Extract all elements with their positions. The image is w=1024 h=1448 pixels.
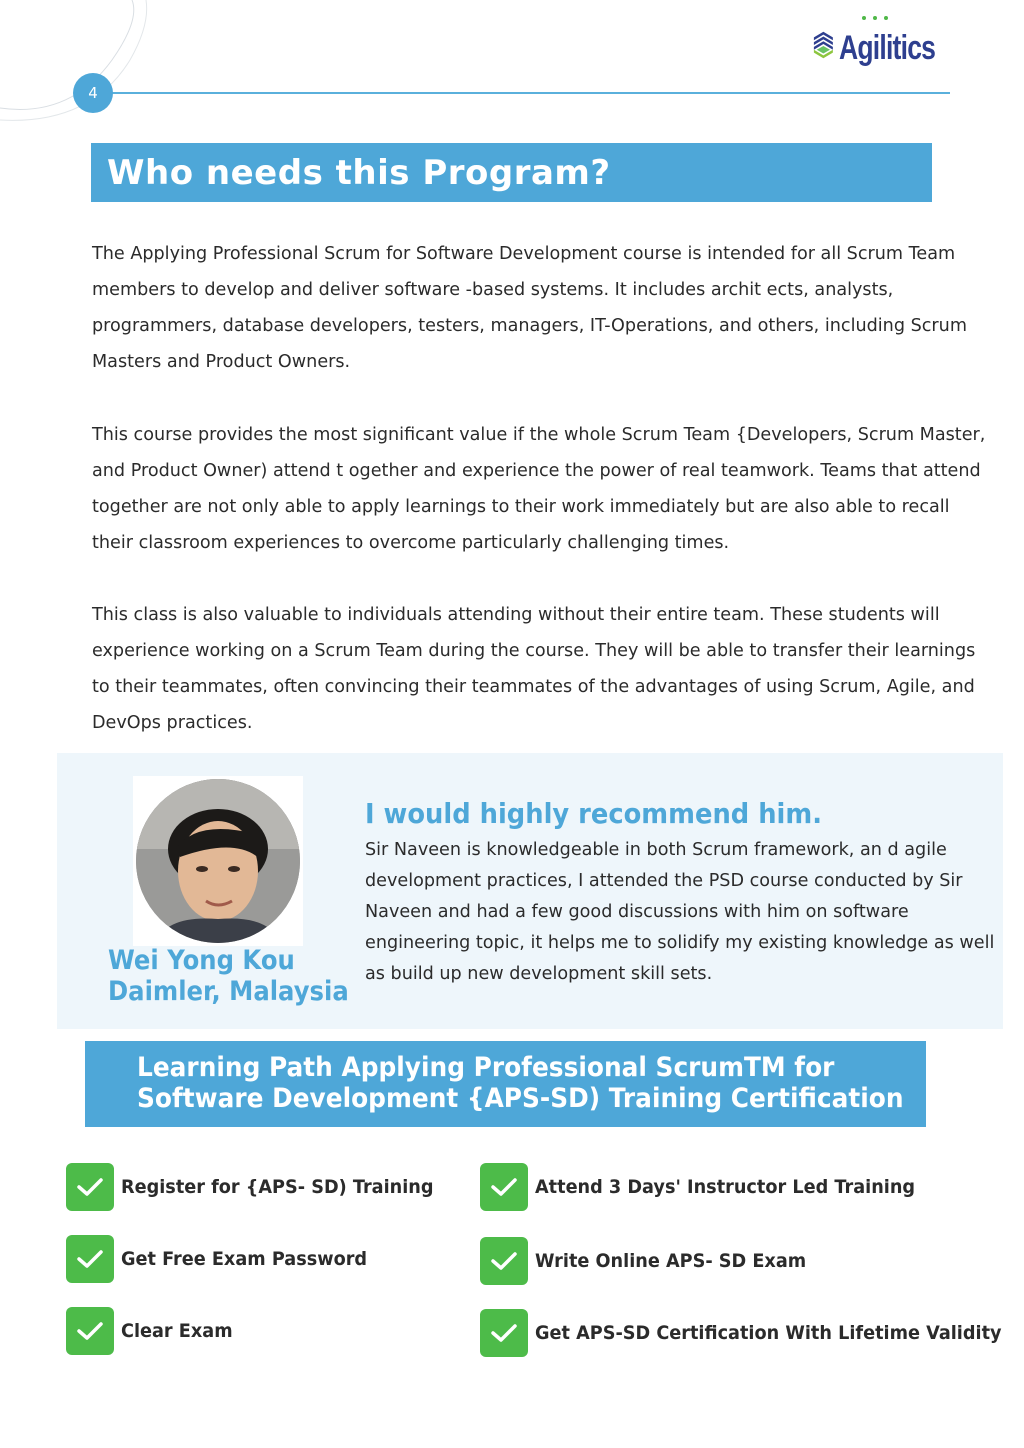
learning-step [66,1307,241,1355]
learning-path-title-line2: Software Development {APS-SD) Training Certification [137,1083,904,1114]
logo-text: Agilitics [838,28,935,67]
testimonial-panel [57,753,1003,1029]
team-value-paragraph: This course provides the most significant value if the whole Scrum Team {Developers, Scrum Master, and Product Owner) attend t ogether and experience the power of real teamwork. Teams that attend together are not only able to apply learnings to their work immediately but are also able to recall their classroom experiences to overcome particularly challenging times. [92,425,986,553]
learning-step [66,1235,386,1283]
checkmark-icon [480,1163,528,1211]
learning-step-label: Attend 3 Days' Instructor Led Training [535,1176,916,1198]
logo-dots [862,16,888,20]
learning-path-title-line1: Learning Path Applying Professional ScrumTM for [137,1052,835,1083]
section-title: Who needs this Program? [107,152,611,193]
avatar [136,779,300,943]
individual-value-paragraph: This class is also valuable to individuals attending without their entire team. These students will experience working on a Scrum Team during the course. They will be able to transfer their learnings to their teammates, often convincing their teammates of the advantages of using Scrum, Agile, and DevOps practices. [92,605,976,733]
decorative-arcs [0,0,160,130]
learning-step [66,1163,457,1211]
learning-step [480,1309,1024,1357]
learning-step-label: Write Online APS- SD Exam [535,1250,807,1272]
checkmark-icon [66,1163,114,1211]
header-rule [100,92,950,94]
testimonial-photo-frame [133,776,303,946]
checkmark-icon [66,1307,114,1355]
brand-logo [812,14,962,76]
learning-step [480,1237,827,1285]
intro-paragraph: The Applying Professional Scrum for Software Development course is intended for all Scrum Team members to develop and deliver software -based systems. It includes archit ects, analysts, programmers, database developers, testers, managers, IT-Operations, and others, including Scrum Masters and Product Owners. [92,244,967,372]
learning-step-label: Clear Exam [121,1320,233,1342]
learning-step-label: Get Free Exam Password [121,1248,368,1270]
learning-path-title-bar [85,1041,926,1127]
checkmark-icon [66,1235,114,1283]
testimonial-text: Sir Naveen is knowledgeable in both Scrum framework, an d agile development practices, I attended the PSD course conducted by Sir Naveen and had a few good discussions with him on software engineering topic, it helps me to solidify my existing knowledge as well as build up new development skill sets. [365,840,995,984]
checkmark-icon [480,1237,528,1285]
testimonial-author-company: Daimler, Malaysia [108,976,349,1007]
testimonial-author-name: Wei Yong Kou [108,945,295,976]
learning-step-label: Register for {APS- SD) Training [121,1176,434,1198]
learning-step-label: Get APS-SD Certification With Lifetime Validity [535,1322,1002,1344]
page-number: 4 [73,73,113,113]
testimonial-title: I would highly recommend him. [365,797,823,830]
learning-step [480,1163,944,1211]
checkmark-icon [480,1309,528,1357]
logo-mark-icon [812,15,835,75]
section-title-bar [91,143,932,202]
person-portrait-icon [136,779,300,943]
